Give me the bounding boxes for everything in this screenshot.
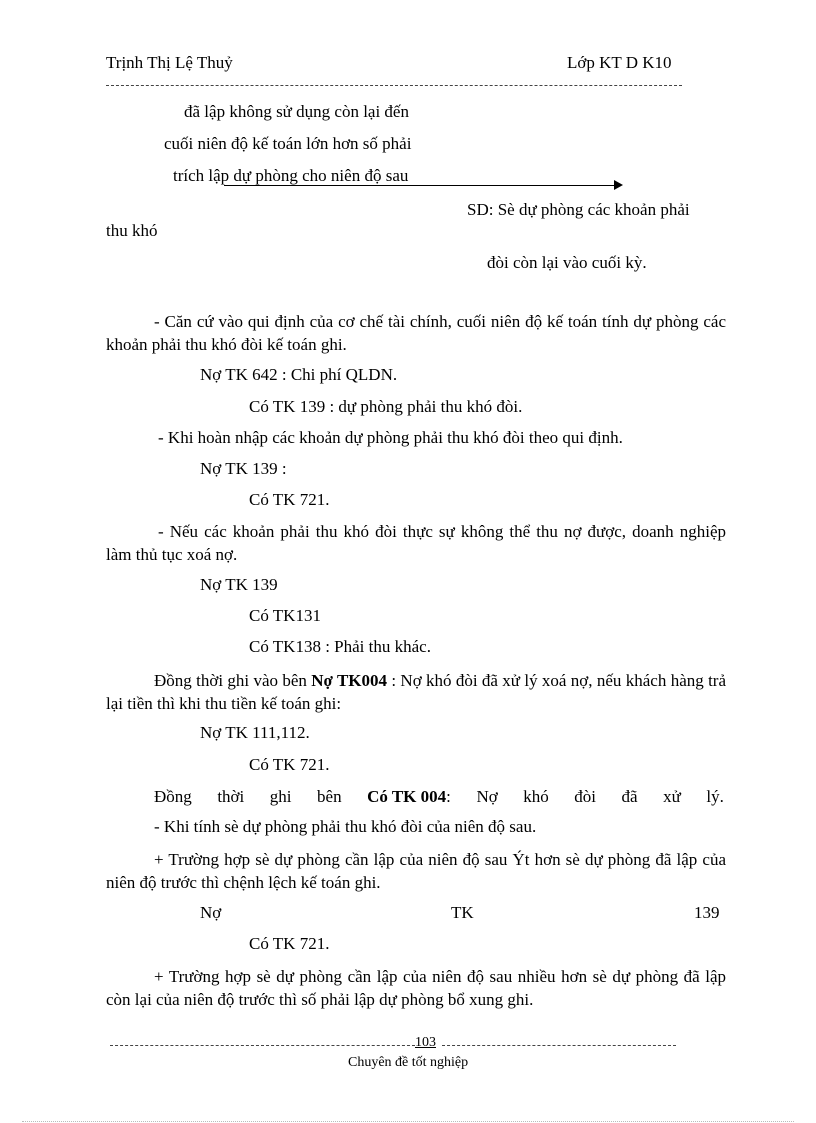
header-author: Trịnh Thị Lệ Thuỷ [106,53,233,72]
entry-1-debit: Nợ TK 642 : Chi phí QLDN. [200,365,398,384]
entry-4-credit: Có TK 721. [249,755,330,774]
footer-title: Chuyên đề tốt nghiệp [348,1055,469,1070]
page-number: 103 [415,1035,436,1050]
paragraph-8: + Trường hợp sè dự phòng cần lập của niên độ sau nhiều hơn sè dự phòng đã lập còn lại của niên độ trước thì số phải lập dự phòng bổ xung ghi. [106,967,726,1009]
entry-5-number: 139 [694,903,720,922]
arrow-right-icon [614,180,623,190]
account-004-debit: Nợ TK004 [311,671,388,690]
header-class: Lớp KT D K10 [567,53,672,72]
header-divider [106,85,682,86]
entry-line-2: cuối niên độ kế toán lớn hơn số phải [164,134,412,153]
entry-3-credit-1: Có TK131 [249,606,321,625]
paragraph-1: - Căn cứ vào qui định của cơ chế tài chính, cuối niên độ kế toán tính dự phòng các khoản phải thu khó đòi kế toán ghi. [106,312,726,354]
account-004-credit: Có TK 004 [367,787,447,806]
entry-4-debit: Nợ TK 111,112. [200,723,310,742]
footer-divider-right [442,1045,676,1046]
footer-divider-left [110,1045,415,1046]
page-edge-divider [22,1121,794,1122]
entry-2-debit: Nợ TK 139 : [200,459,287,478]
balance-line-1: SD: Sè dự phòng các khoản phải [467,200,690,219]
balance-line-3: đòi còn lại vào cuối kỳ. [487,253,647,272]
entry-5-account: TK [451,903,474,922]
entry-1-credit: Có TK 139 : dự phòng phải thu khó đòi. [249,397,523,416]
balance-line-2: thu khó [106,221,158,240]
paragraph-3: - Nếu các khoản phải thu khó đòi thực sự không thể thu nợ được, doanh nghiệp làm thủ tục xoá nợ. [106,522,726,564]
entry-line-3: trích lập dự phòng cho niên độ sau [173,166,409,185]
paragraph-4: Đồng thời ghi vào bên Nợ TK004 : Nợ khó đòi đã xử lý xoá nợ, nếu khách hàng trả lại tiền thì khi thu tiền kế toán ghi: [106,671,727,713]
paragraph-2: - Khi hoàn nhập các khoản dự phòng phải thu khó đòi theo qui định. [158,428,623,447]
flow-arrow-line [224,185,615,186]
entry-line-1: đã lập không sử dụng còn lại đến [184,102,409,121]
entry-5-debit: Nợ [200,903,222,922]
entry-3-debit: Nợ TK 139 [200,575,278,594]
paragraph-7: + Trường hợp sè dự phòng cần lập của niên độ sau Ýt hơn sè dự phòng đã lập của niên độ trước thì chệnh lệch kế toán ghi. [106,850,726,892]
entry-2-credit: Có TK 721. [249,490,330,509]
entry-3-credit-2: Có TK138 : Phải thu khác. [249,637,431,656]
paragraph-6: - Khi tính sè dự phòng phải thu khó đòi của niên độ sau. [154,817,537,836]
paragraph-5: Đồng thời ghi bên Có TK 004: Nợ khó đòi đã xử lý. [154,787,724,806]
entry-5-credit: Có TK 721. [249,934,330,953]
